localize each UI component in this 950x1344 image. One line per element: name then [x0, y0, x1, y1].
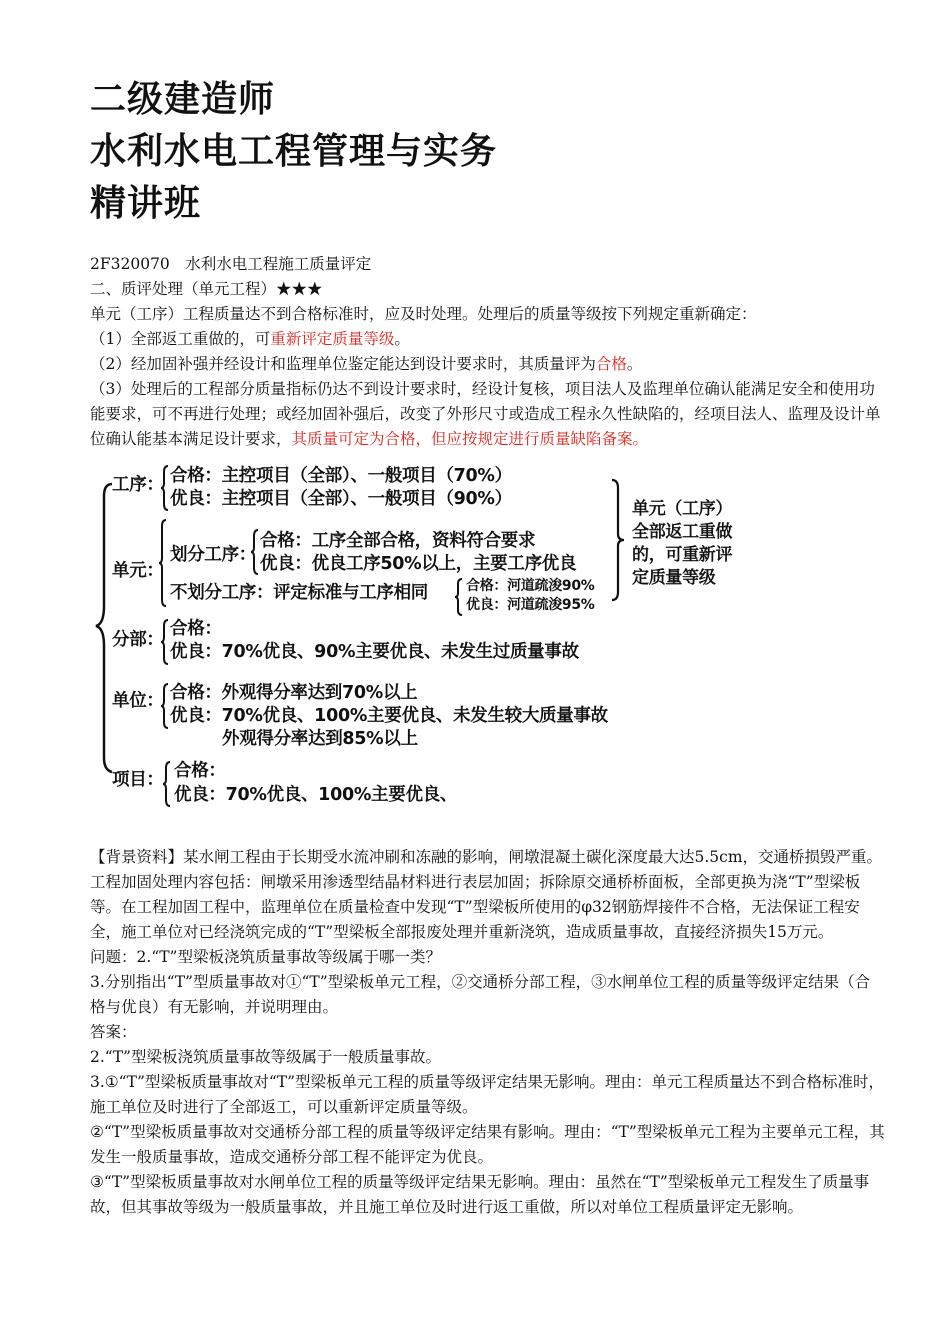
main-brace	[90, 456, 120, 786]
unitproj-pass: 合格：外观得分率达到70%以上	[170, 683, 418, 703]
part-excellent: 优良：70%优良、90%主要优良、未发生过质量事故	[170, 642, 579, 662]
answer-2: 2.“T”型梁板浇筑质量事故等级属于一般质量事故。	[90, 1048, 441, 1066]
brace	[454, 577, 464, 617]
project-pass: 合格：	[174, 761, 226, 781]
divided-label: 划分工序：	[170, 545, 256, 565]
brace	[160, 618, 170, 666]
part-pass: 合格：	[170, 619, 222, 639]
section-body	[90, 252, 885, 452]
right-brace	[610, 478, 626, 603]
brace	[158, 518, 168, 608]
process-pass: 合格：主控项目（全部）、一般项目（70%）	[170, 466, 512, 486]
section-subtitle: 二、质评处理（单元工程）★★★	[90, 280, 323, 298]
rule-item-1: （1）全部返工重做的，可重新评定质量等级。	[90, 330, 410, 348]
dredge-excellent: 优良：河道疏浚95%	[466, 597, 595, 613]
note-line-2: 全部返工重做	[632, 522, 733, 542]
process-label: 工序：	[112, 475, 164, 495]
highlight: 重新评定质量等级	[270, 330, 395, 348]
project-excellent: 优良：70%优良、100%主要优良、	[174, 785, 458, 805]
answer-label: 答案：	[90, 1023, 137, 1041]
section-code: 2F320070 水利水电工程施工质量评定	[90, 255, 372, 273]
project-label: 项目：	[112, 770, 164, 790]
unit-label: 单元：	[112, 561, 164, 581]
note-line-4: 定质量等级	[632, 568, 716, 588]
highlight: 其质量可定为合格，但应按规定进行质量缺陷备案。	[291, 430, 649, 448]
case-background: 【背景资料】某水闸工程由于长期受水流冲刷和冻融的影响，闸墩混凝土碳化深度最大达5.5cm，交通桥损毁严重。工程加固处理内容包括：闸墩采用渗透型结晶材料进行表层加固；拆除原交通桥桥面板，全部更换为浇“T”型梁板等。在工程加固工程中，监理单位在质量检查中发现“T”型梁板所使用的φ32钢筋焊接件不合格，无法保证工程安全，施工单位对已经浇筑完成的“T”型梁板全部报废处理并重新浇筑，造成质量事故，直接经济损失15万元。	[90, 848, 883, 941]
unitproj-excellent-2: 外观得分率达到85%以上	[222, 729, 418, 749]
answer-3-2: ②“T”型梁板质量事故对交通桥分部工程的质量等级评定结果有影响。理由：“T”型梁板单元工程为主要单元工程，其发生一般质量事故，造成交通桥分部工程不能评定为优良。	[90, 1123, 885, 1166]
answer-3-1: 3.①“T”型梁板质量事故对“T”型梁板单元工程的质量等级评定结果无影响。理由：单元工程质量达不到合格标准时，施工单位及时进行了全部返工，可以重新评定质量等级。	[90, 1073, 885, 1116]
brace	[160, 682, 170, 730]
part-label: 分部：	[112, 630, 164, 650]
title-line-3: 精讲班	[90, 183, 202, 224]
title-line-2: 水利水电工程管理与实务	[90, 131, 498, 172]
title-line-1: 二级建造师	[90, 79, 276, 120]
note-line-3: 的，可重新评	[632, 545, 733, 565]
rule-item-3: （3）处理后的工程部分质量指标仍达不到设计要求时，经设计复核，项目法人及监理单位确认能满足安全和使用功能要求，可不再进行处理；或经加固补强后，改变了外形尺寸或造成工程永久性缺陷的，经项目法人、监理及设计单位确认能基本满足设计要求，其质量可定为合格，但应按规定进行质量缺陷备案。	[90, 380, 881, 448]
process-excellent: 优良：主控项目（全部）、一般项目（90%）	[170, 489, 512, 509]
undivided-rule: 不划分工序：评定标准与工序相同	[170, 583, 428, 603]
question-3: 3.分别指出“T”型质量事故对①“T”型梁板单元工程，②交通桥分部工程，③水闸单位工程的质量等级评定结果（合格与优良）有无影响，并说明理由。	[90, 973, 871, 1016]
divided-excellent: 优良：优良工序50%以上，主要工序优良	[260, 554, 577, 574]
brace	[250, 528, 260, 576]
section-intro: 单元（工序）工程质量达不到合格标准时，应及时处理。处理后的质量等级按下列规定重新确定：	[90, 305, 757, 323]
brace	[160, 464, 170, 512]
question-2: 问题：2.“T”型梁板浇筑质量事故等级属于哪一类？	[90, 948, 441, 966]
unitproj-excellent: 优良：70%优良、100%主要优良、未发生较大质量事故	[170, 706, 608, 726]
note-line-1: 单元（工序）	[632, 499, 733, 519]
divided-pass: 合格：工序全部合格，资料符合要求	[260, 531, 536, 551]
brace	[162, 760, 172, 808]
unitproj-label: 单位：	[112, 691, 164, 711]
rule-item-2: （2）经加固补强并经设计和监理单位鉴定能达到设计要求时，其质量评为合格。	[90, 355, 643, 373]
answer-3-3: ③“T”型梁板质量事故对水闸单位工程的质量等级评定结果无影响。理由：虽然在“T”型梁板单元工程发生了质量事故，但其事故等级为一般质量事故，并且施工单位及时进行返工重做，所以对单位工程质量评定无影响。	[90, 1173, 870, 1216]
case-study	[90, 845, 885, 1220]
dredge-pass: 合格：河道疏浚90%	[466, 578, 595, 594]
highlight: 合格	[595, 355, 627, 373]
quality-grading-diagram	[90, 456, 790, 816]
